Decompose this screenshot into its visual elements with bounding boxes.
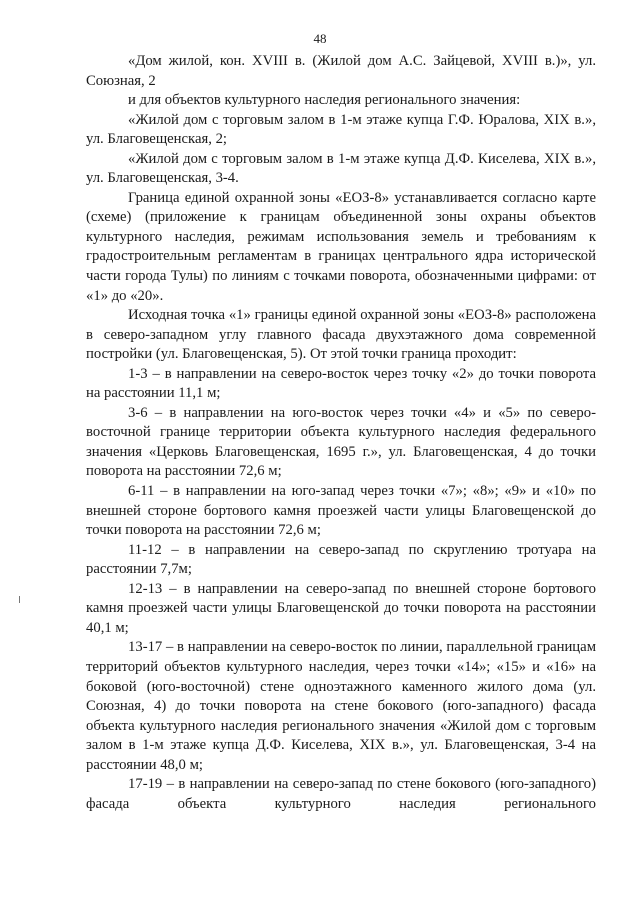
- paragraph-heritage-house-zaitseva: «Дом жилой, кон. XVIII в. (Жилой дом А.С. Зайцевой, XVIII в.)», ул. Союзная, 2: [86, 53, 596, 89]
- paragraph-segment-11-12: 11-12 – в направлении на северо-запад по скруглению тротуара на расстоянии 7,7м;: [86, 541, 596, 578]
- paragraph-zone-boundary-definition: Граница единой охранной зоны «ЕОЗ-8» устанавливается согласно карте (схеме) (приложение к границам объединенной зоны охраны объектов культурного наследия, режимам использования земель и требованиям к градостроительным регламентам в границах центрального ядра исторической части города Тулы) по линиям с точками поворота, обозначенными цифрами: от «1» до «20».: [86, 189, 596, 304]
- paragraph-segment-1-3: 1-3 – в направлении на северо-восток через точку «2» до точки поворота на расстоянии 11,1 м;: [86, 365, 596, 402]
- paragraph-starting-point: Исходная точка «1» границы единой охранной зоны «ЕОЗ-8» расположена в северо-западном углу главного фасада двухэтажного дома современной постройки (ул. Благовещенская, 5). От этой точки граница проходит:: [86, 307, 596, 363]
- paragraph-segment-6-11: 6-11 – в направлении на юго-запад через точки «7»; «8»; «9» и «10» по внешней стороне бортового камня проезжей части улицы Благовещенской до точки поворота на расстоянии 72,6 м;: [86, 483, 596, 539]
- paragraph-house-yuralov: «Жилой дом с торговым залом в 1-м этаже купца Г.Ф. Юралова, XIX в.», ул. Благовещенская, 2;: [86, 111, 596, 148]
- page-number: 48: [313, 31, 327, 46]
- paragraph-segment-17-19: 17-19 – в направлении на северо-запад по стене бокового (юго-западного) фасада объекта культурного наследия регионального: [86, 776, 596, 812]
- paragraph-segment-3-6: 3-6 – в направлении на юго-восток через точки «4» и «5» по северо-восточной границе территории объекта культурного наследия федерального значения «Церковь Благовещенская, 1695 г.», ул. Благовещенская, 4 до точки поворота на расстоянии 72,6 м;: [86, 404, 596, 480]
- document-body: [86, 52, 596, 814]
- paragraph-segment-13-17: 13-17 – в направлении на северо-восток по линии, параллельной границам территорий объектов культурного наследия, через точки «14»; «15» и «16» на боковой (юго-восточной) стене одноэтажного каменного жилого дома (ул. Союзная, 4) до точки поворота на стене бокового (юго-западного) фасада объекта культурного наследия регионального значения «Жилой дом с торговым залом в 1-м этаже купца Д.Ф. Киселева, XIX в.», ул. Благовещенская, 3-4 на расстоянии 48,0 м;: [86, 639, 596, 773]
- scan-margin-mark: [19, 596, 20, 603]
- paragraph-house-kiselev: «Жилой дом с торговым залом в 1-м этаже купца Д.Ф. Киселева, XIX в.», ул. Благовещенская, 3-4.: [86, 150, 596, 187]
- paragraph-segment-12-13: 12-13 – в направлении на северо-запад по внешней стороне бортового камня проезжей части улицы Благовещенской до точки поворота на расстоянии 40,1 м;: [86, 580, 596, 636]
- paragraph-regional-objects-intro: и для объектов культурного наследия регионального значения:: [128, 92, 521, 109]
